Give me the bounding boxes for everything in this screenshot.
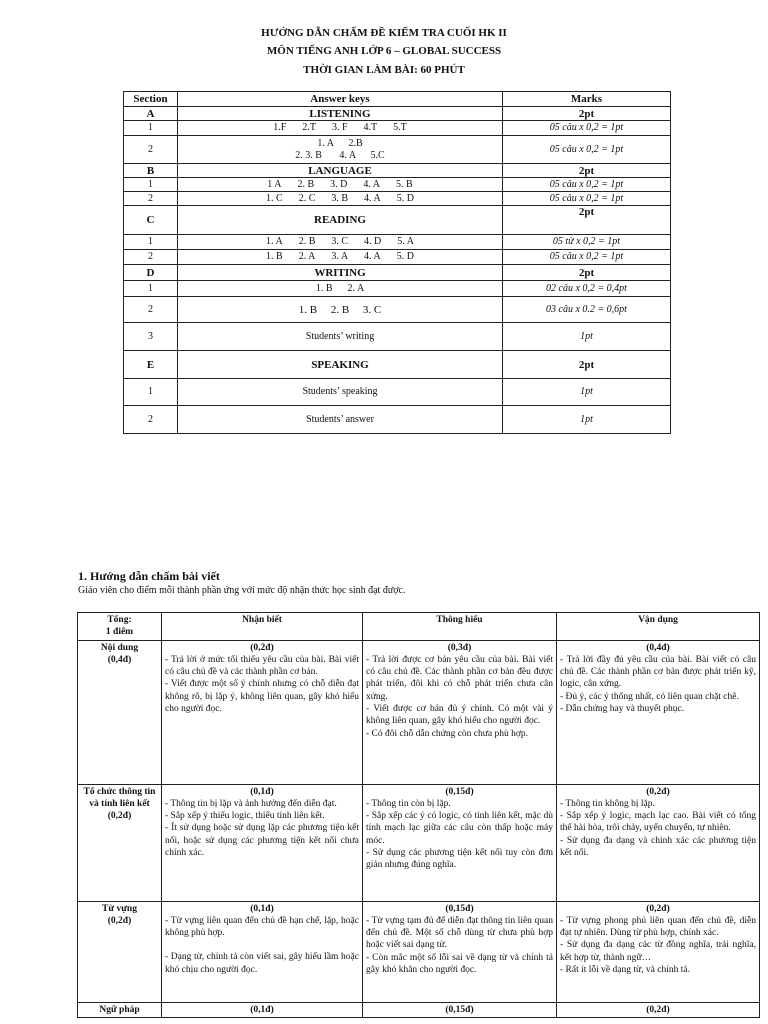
- cell-text: - Rất ít lỗi về dạng từ, và chính tả.: [560, 965, 690, 976]
- key: 4. A: [364, 192, 381, 204]
- key: 5.T: [393, 122, 407, 133]
- total-label: Tổng:: [107, 615, 132, 625]
- key: 5. D: [396, 192, 414, 204]
- row-number: 3: [124, 323, 178, 351]
- key: 4. A: [364, 251, 381, 262]
- row-marks: 05 câu x 0,2 = 1pt: [503, 250, 671, 265]
- key: 3. D: [330, 178, 348, 190]
- rubric-section-title: 1. Hướng dẫn chấm bài viết: [78, 569, 220, 583]
- answer-keys: [178, 178, 503, 192]
- answer-row: [124, 281, 671, 297]
- cell-text: - Sử dụng đa dạng các từ đồng nghĩa, trái nghĩa, kết hợp từ, thành ngữ…: [560, 940, 756, 963]
- doc-duration: THỜI GIAN LÀM BÀI: 60 PHÚT: [303, 64, 465, 76]
- rubric-row-vocabulary: [78, 901, 760, 1002]
- key: 1. C: [266, 192, 283, 204]
- cell-score: (0,15đ): [445, 903, 474, 914]
- section-title: SPEAKING: [178, 351, 503, 379]
- key: 2. B: [298, 236, 316, 247]
- row-marks: 03 câu x 0.2 = 0,6pt: [503, 297, 671, 323]
- key: 5. D: [396, 251, 414, 262]
- criterion-points: (0,2đ): [107, 915, 132, 926]
- cell-text: - Sử dụng đa dạng và chính xác các phương tiện kết nối.: [560, 835, 756, 859]
- cell-text: - Sắp xếp ý thiếu logic, thiếu tính liên kết.: [165, 811, 325, 822]
- rubric-cell: [363, 640, 557, 784]
- key: 2. A: [298, 251, 316, 262]
- key: 1. B: [266, 251, 283, 262]
- cell-score: (0,3đ): [447, 642, 472, 653]
- key: 4. D: [364, 236, 382, 247]
- rubric-total-header: [78, 613, 162, 641]
- cell-text: - Có đôi chỗ dẫn chứng còn chưa phù hợp.: [366, 728, 529, 739]
- answer-keys: [178, 136, 503, 164]
- col-answer-keys: Answer keys: [178, 92, 503, 107]
- section-label: E: [124, 351, 178, 379]
- cell-text: - Từ vựng liên quan đến chủ đề hạn chế, lặp, hoặc không phù hợp.: [165, 915, 359, 939]
- cell-score: (0,2đ): [646, 1004, 670, 1015]
- answer-row: [124, 235, 671, 250]
- row-number: 1: [124, 121, 178, 136]
- cell-text: - Đủ ý, các ý thống nhất, có liên quan chặt chẽ.: [560, 691, 739, 702]
- section-marks: 2pt: [503, 107, 671, 121]
- section-marks: 2pt: [503, 265, 671, 281]
- row-number: 2: [124, 297, 178, 323]
- answer-row: [124, 178, 671, 192]
- section-title: READING: [178, 206, 503, 235]
- key: 4.T: [363, 122, 378, 133]
- key: 2. B: [297, 178, 315, 190]
- cell-text: - Sắp xếp ý logic, mạch lạc cao. Bài viết có tổng thể hài hòa, trôi chảy, uyển chuyển, tự nhiên.: [560, 811, 756, 834]
- answer-row: [124, 121, 671, 136]
- key-line: 1. A 2.B: [317, 137, 363, 149]
- criterion-name: Ngữ pháp: [99, 1004, 140, 1015]
- rubric-cell: [557, 640, 760, 784]
- key: 3. B: [331, 192, 349, 204]
- answer-keys: Students’ speaking: [178, 379, 503, 406]
- row-marks: 05 câu x 0,2 = 1pt: [503, 136, 671, 164]
- criterion-label: [78, 1002, 162, 1017]
- answer-row: [124, 250, 671, 265]
- key: 4. A: [363, 178, 381, 190]
- key: 5. A: [397, 236, 414, 247]
- cell-score: (0,2đ): [250, 642, 274, 653]
- answer-keys: Students’ writing: [178, 323, 503, 351]
- row-number: 1: [124, 379, 178, 406]
- cell-score: (0,4đ): [646, 642, 670, 653]
- rubric-cell: [363, 784, 557, 901]
- cell-text: - Từ vựng tạm đủ để diễn đạt thông tin liên quan đến chủ đề. Một số chỗ dùng từ chưa phù hợp hoặc viết sai dạng từ.: [366, 915, 553, 951]
- answer-key-table: [123, 91, 671, 434]
- row-marks: 1pt: [503, 406, 671, 434]
- rubric-row-content: [78, 640, 760, 784]
- cell-score: (0,1đ): [250, 1004, 274, 1015]
- rubric-cell: [363, 1002, 557, 1017]
- section-title: LANGUAGE: [178, 164, 503, 178]
- section-marks: 2pt: [503, 351, 671, 379]
- section-c-heading: [124, 206, 671, 235]
- key: 5. B: [396, 178, 413, 190]
- rubric-cell: [162, 784, 363, 901]
- section-a-heading: [124, 107, 671, 121]
- cell-text: - Dạng từ, chính tả còn viết sai, gây hiểu lầm hoặc khó chịu cho người đọc.: [165, 952, 359, 975]
- section-marks: 2pt: [503, 164, 671, 178]
- row-marks: 1pt: [503, 323, 671, 351]
- col-marks: Marks: [503, 92, 671, 107]
- criterion-points: (0,4đ): [107, 654, 132, 665]
- section-marks: 2pt: [503, 206, 671, 235]
- criterion-label: [78, 784, 162, 901]
- col-section: Section: [124, 92, 178, 107]
- cell-score: (0,2đ): [646, 903, 670, 914]
- answer-keys: [178, 235, 503, 250]
- row-number: 2: [124, 136, 178, 164]
- row-number: 1: [124, 178, 178, 192]
- doc-subject: MÔN TIẾNG ANH LỚP 6 – GLOBAL SUCCESS: [266, 45, 502, 57]
- rubric-cell: [162, 640, 363, 784]
- answer-keys: [178, 250, 503, 265]
- row-number: 2: [124, 406, 178, 434]
- section-title: LISTENING: [178, 107, 503, 121]
- row-marks: 05 câu x 0,2 = 1pt: [503, 121, 671, 136]
- answer-row: [124, 192, 671, 206]
- row-marks: 1pt: [503, 379, 671, 406]
- cell-text: - Thông tin không bị lặp.: [560, 798, 655, 809]
- row-number: 1: [124, 235, 178, 250]
- criterion-label: [78, 901, 162, 1002]
- key: 2. C: [298, 192, 316, 204]
- rubric-cell: [363, 901, 557, 1002]
- key: 1 A: [267, 178, 282, 190]
- cell-text: - Dẫn chứng hay và thuyết phục.: [560, 704, 685, 715]
- answer-row: [124, 379, 671, 406]
- key: 3. F: [331, 122, 348, 133]
- answer-keys: [178, 192, 503, 206]
- cell-text: - Trả lời ở mức tối thiểu yêu cầu của bài. Bài viết có câu chủ đề và các thành phần cơ bản.: [165, 654, 359, 678]
- key: 1.F: [273, 122, 287, 133]
- row-marks: 05 từ x 0,2 = 1pt: [503, 235, 671, 250]
- cell-text: - Viết được cơ bản đủ ý chính. Có một vài ý không liên quan, gây khó hiểu cho người đọc.: [366, 704, 553, 727]
- criterion-name: Tổ chức thông tin và tính liên kết (0,2đ): [83, 786, 156, 822]
- rubric-col-recognition: Nhận biết: [162, 613, 363, 641]
- cell-score: (0,1đ): [250, 786, 274, 797]
- answer-keys: 1. B 2. B 3. C: [178, 297, 503, 323]
- row-number: 2: [124, 192, 178, 206]
- answer-row: [124, 406, 671, 434]
- section-label: D: [124, 265, 178, 281]
- rubric-cell: [557, 1002, 760, 1017]
- cell-text: - Trả lời đầy đủ yêu cầu của bài. Bài viết có câu chủ đề. Các thành phần cơ bản được phát triển kỹ, logic, cân xứng.: [560, 654, 756, 690]
- cell-text: - Sử dụng các phương tiện kết nối tuy còn đơn giản nhưng đúng nghĩa.: [366, 848, 553, 871]
- rubric-cell: [162, 1002, 363, 1017]
- key-line: 2. 3. B 4. A 5.C: [295, 149, 385, 161]
- rubric-cell: [557, 784, 760, 901]
- rubric-cell: [557, 901, 760, 1002]
- section-d-heading: [124, 265, 671, 281]
- criterion-name: Từ vựng: [102, 903, 137, 914]
- rubric-section-description: Giáo viên cho điểm mỗi thành phần ứng với mức độ nhận thức học sinh đạt được.: [78, 585, 406, 596]
- row-marks: 02 câu x 0,2 = 0,4pt: [503, 281, 671, 297]
- key: 1. A: [266, 236, 283, 247]
- rubric-header-row: [78, 613, 760, 641]
- cell-text: - Thông tin còn bị lặp.: [366, 798, 451, 809]
- row-marks: 05 câu x 0,2 = 1pt: [503, 178, 671, 192]
- rubric-row-grammar: [78, 1002, 760, 1017]
- answer-row: [124, 323, 671, 351]
- key: 2.T: [302, 122, 316, 133]
- row-number: 2: [124, 250, 178, 265]
- rubric-col-application: Vận dụng: [557, 613, 760, 641]
- cell-score: (0,15đ): [445, 1004, 474, 1015]
- criterion-name: Nội dung: [100, 642, 139, 653]
- answer-keys: Students’ answer: [178, 406, 503, 434]
- criterion-label: [78, 640, 162, 784]
- cell-score: (0,1đ): [250, 903, 274, 914]
- spacer: [165, 939, 359, 951]
- answer-row: [124, 297, 671, 323]
- cell-text: - Trả lời được cơ bản yêu cầu của bài. Bài viết có câu chủ đề. Các thành phần cơ bản đều được phát triển, đôi khi có chỗ phát triển chưa cân xứng.: [366, 654, 553, 702]
- section-e-heading: [124, 351, 671, 379]
- rubric-row-organization: [78, 784, 760, 901]
- answer-table-header: [124, 92, 671, 107]
- total-value: 1 điểm: [105, 627, 134, 638]
- cell-score: (0,2đ): [646, 786, 670, 797]
- section-label: B: [124, 164, 178, 178]
- answer-keys: 1. B 2. A: [178, 281, 503, 297]
- cell-text: - Từ vựng phong phú liên quan đến chủ đề, diễn đạt tự nhiên. Dùng từ phù hợp, chính xác.: [560, 915, 756, 939]
- rubric-col-understanding: Thông hiểu: [363, 613, 557, 641]
- section-title: WRITING: [178, 265, 503, 281]
- cell-text: - Thông tin bị lặp và ảnh hưởng đến diễn đạt.: [165, 798, 337, 809]
- section-label: C: [124, 206, 178, 235]
- cell-text: - Ít sử dụng hoặc sử dụng lặp các phương tiện kết nối, hoặc sử dụng các phương tiện kết nối chưa chính xác.: [165, 823, 359, 859]
- key: 3. C: [331, 236, 349, 247]
- cell-text: - Viết được một số ý chính nhưng có chỗ diễn đạt không rõ, bị lặp ý, không liên quan, gây khó hiểu cho người đọc.: [165, 679, 359, 715]
- doc-title: HƯỚNG DẪN CHẤM ĐỀ KIỂM TRA CUỐI HK II: [261, 27, 507, 39]
- answer-keys: [178, 121, 503, 136]
- cell-text: - Còn mắc một số lỗi sai về dạng từ và chính tả gây khó khăn cho người đọc.: [366, 952, 553, 976]
- answer-row: [124, 136, 671, 164]
- row-number: 1: [124, 281, 178, 297]
- row-marks: 05 câu x 0,2 = 1pt: [503, 192, 671, 206]
- cell-text: - Sắp xếp các ý có logic, có tính liên kết, mặc dù tính mạch lạc giữa các câu còn thấp hoặc máy móc.: [366, 811, 553, 846]
- writing-rubric-table: [77, 612, 760, 1018]
- section-label: A: [124, 107, 178, 121]
- section-b-heading: [124, 164, 671, 178]
- cell-score: (0,15đ): [445, 786, 474, 797]
- rubric-cell: [162, 901, 363, 1002]
- key: 3. A: [331, 251, 349, 262]
